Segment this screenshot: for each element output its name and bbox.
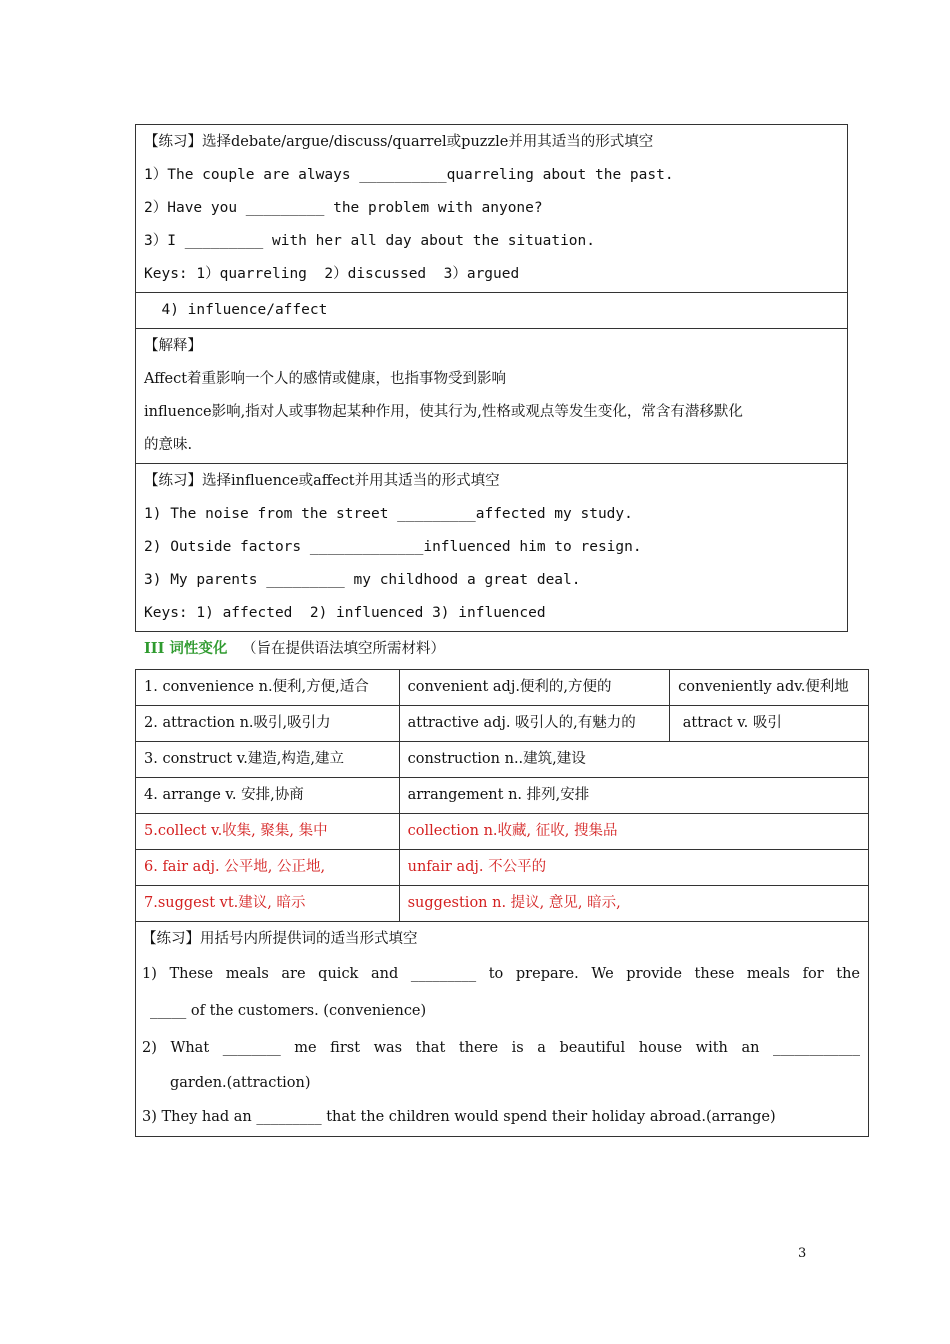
table-row	[136, 886, 869, 922]
table-cell: 5.collect v.收集, 聚集, 集中	[136, 814, 400, 850]
exercise-question: 1) The noise from the street _________affected my study.	[144, 506, 633, 522]
table-row	[136, 706, 869, 742]
exercise-heading: 【练习】用括号内所提供词的适当形式填空	[142, 931, 418, 947]
exercise-question: 3) They had an _________ that the children would spend their holiday abroad.(arrange)	[142, 1109, 776, 1125]
table-row	[136, 742, 869, 778]
exercise-heading: 【练习】选择debate/argue/discuss/quarrel或puzzle并用其适当的形式填空	[144, 134, 654, 150]
table-cell: convenient adj.便利的,方便的	[399, 670, 670, 706]
table-cell: 1. convenience n.便利,方便,适合	[136, 670, 400, 706]
table-cell: 3. construct v.建造,构造,建立	[136, 742, 400, 778]
exercise-block-1	[136, 125, 848, 293]
table-cell: unfair adj. 不公平的	[399, 850, 868, 886]
table-row	[136, 329, 848, 464]
table-row	[136, 670, 869, 706]
exercise-keys: Keys: 1）quarreling 2）discussed 3）argued	[144, 266, 520, 282]
section-heading	[144, 637, 445, 661]
section-note: （旨在提供语法填空所需材料）	[242, 641, 446, 657]
exercise-block-2	[136, 464, 848, 632]
explanation-block	[136, 329, 848, 464]
table-cell: construction n..建筑,建设	[399, 742, 868, 778]
exercise-table-1	[135, 124, 848, 632]
exercise-keys: Keys: 1) affected 2) influenced 3) influenced	[144, 605, 546, 621]
table-row	[136, 125, 848, 293]
exercise-question: 1) These meals are quick and _________ to prepare. We provide these meals for the	[142, 966, 860, 982]
exercise-question: 1）The couple are always __________quarreling about the past.	[144, 167, 674, 183]
exercise-question: 2) What ________ me first was that there is a beautiful house with an ____________	[142, 1040, 860, 1056]
section-title: III 词性变化	[144, 640, 228, 657]
exercise-question: 2）Have you _________ the problem with anyone?	[144, 200, 543, 216]
exercise-heading: 【练习】选择influence或affect并用其适当的形式填空	[144, 473, 500, 489]
explanation-text: Affect着重影响一个人的感情或健康，也指事物受到影响	[144, 371, 507, 387]
exercise-question: 2) Outside factors _____________influenced him to resign.	[144, 539, 642, 555]
table-cell: attract v. 吸引	[670, 706, 869, 742]
table-cell: conveniently adv.便利地	[670, 670, 869, 706]
explanation-heading: 【解释】	[144, 338, 202, 354]
exercise-question: 3) My parents _________ my childhood a great deal.	[144, 572, 581, 588]
exercise-question: _____ of the customers. (convenience)	[150, 1003, 427, 1019]
table-cell: suggestion n. 提议, 意见, 暗示,	[399, 886, 868, 922]
table-row	[136, 464, 848, 632]
word-forms-table	[135, 669, 869, 1137]
explanation-text: 的意味.	[144, 437, 193, 453]
page-number: 3	[798, 1246, 807, 1261]
table-cell: 4. arrange v. 安排,协商	[136, 778, 400, 814]
table-row	[136, 778, 869, 814]
table-cell: attractive adj. 吸引人的,有魅力的	[399, 706, 670, 742]
table-cell: 2. attraction n.吸引,吸引力	[136, 706, 400, 742]
exercise-question: 3）I _________ with her all day about the situation.	[144, 233, 595, 249]
exercise-block-3	[136, 922, 869, 1137]
table-row	[136, 850, 869, 886]
table-row	[136, 922, 869, 1137]
table-cell: 7.suggest vt.建议, 暗示	[136, 886, 400, 922]
topic-influence-affect: 4) influence/affect	[136, 293, 848, 329]
table-row	[136, 814, 869, 850]
explanation-text: influence影响,指对人或事物起某种作用，使其行为,性格或观点等发生变化，常含有潜移默化	[144, 404, 743, 420]
table-row	[136, 293, 848, 329]
table-cell: arrangement n. 排列,安排	[399, 778, 868, 814]
exercise-question: garden.(attraction)	[170, 1075, 311, 1091]
table-cell: 6. fair adj. 公平地, 公正地,	[136, 850, 400, 886]
table-cell: collection n.收藏, 征收, 搜集品	[399, 814, 868, 850]
